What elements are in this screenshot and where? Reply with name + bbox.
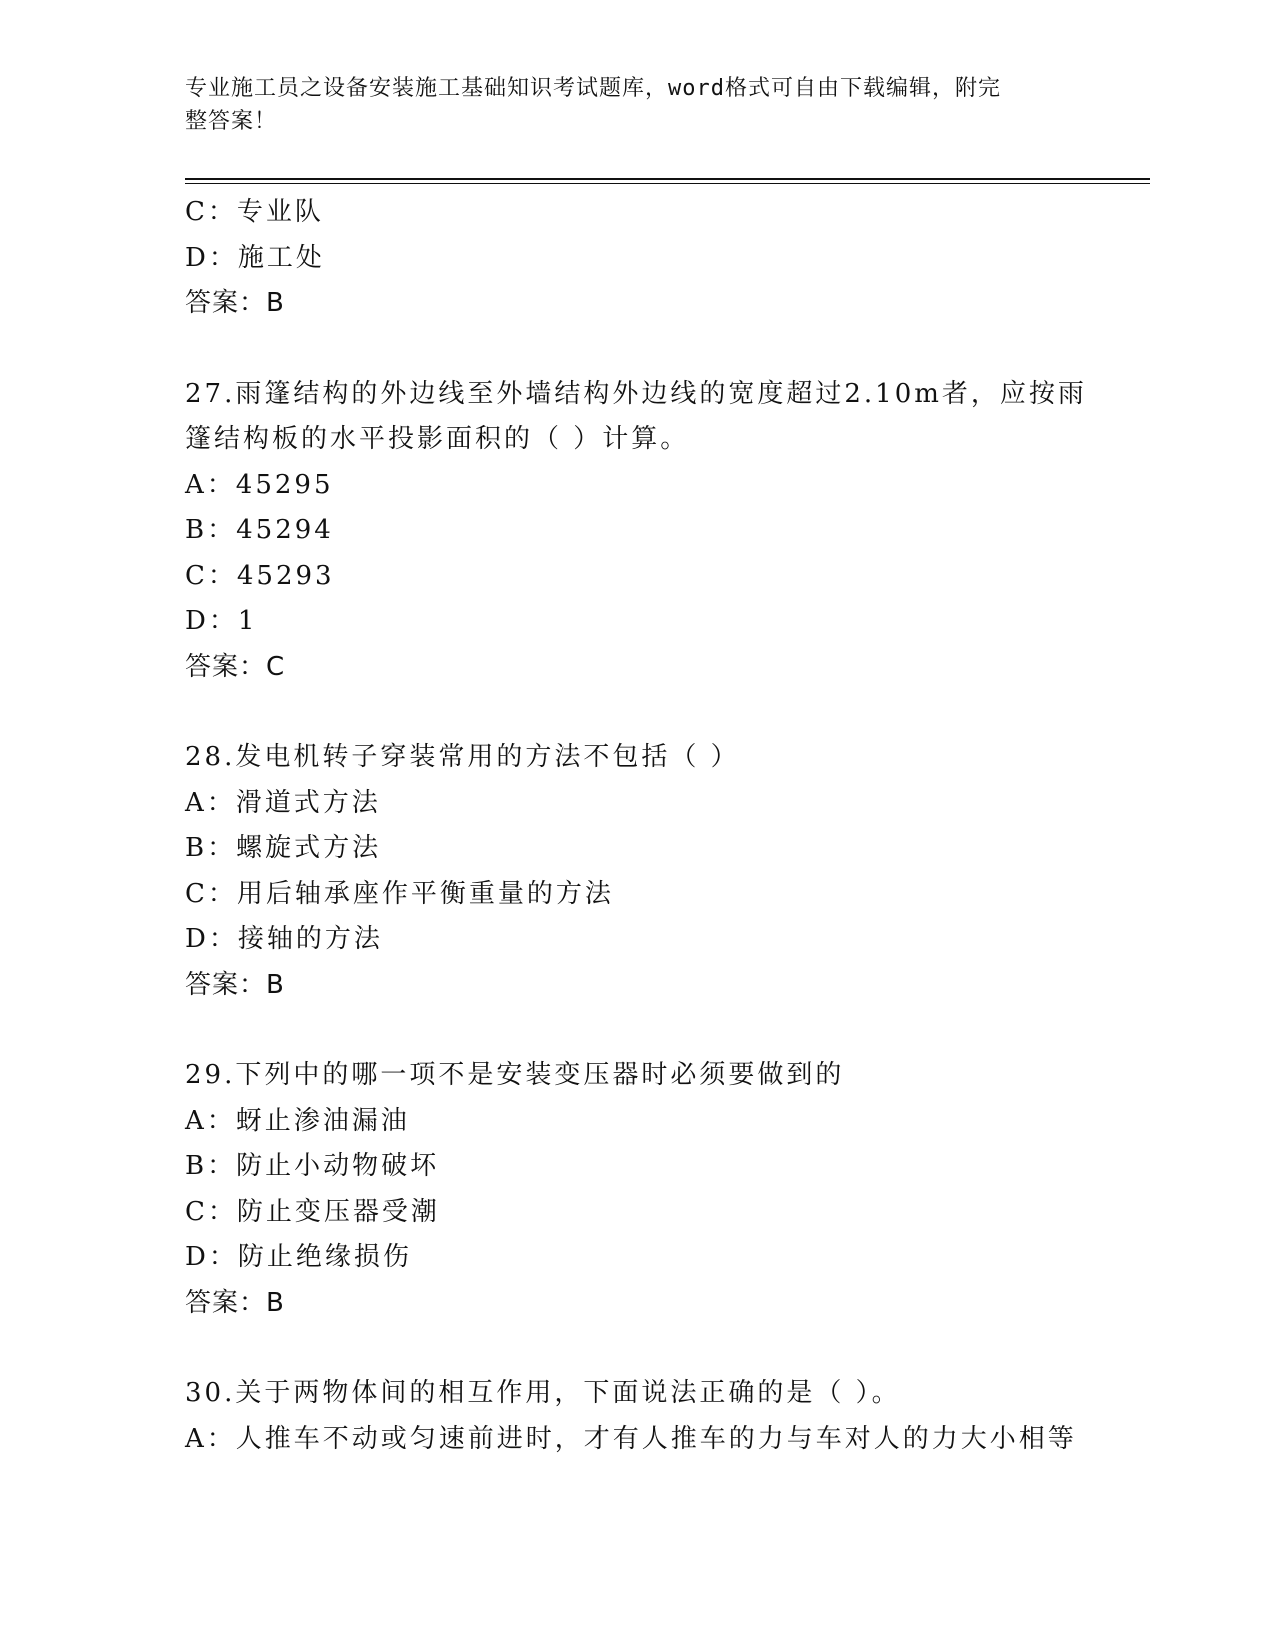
question-stem-line-1: 28.发电机转子穿装常用的方法不包括（ ） (185, 742, 740, 772)
option-d: D：防止绝缘损伤 (185, 1242, 412, 1272)
option-c: C：45293 (185, 560, 335, 591)
answer-line: 答案：B (185, 969, 285, 1000)
question-stem-line-1: 29.下列中的哪一项不是安装变压器时必须要做到的 (185, 1060, 845, 1090)
option-d: D：1 (185, 606, 258, 636)
spacer (185, 327, 1085, 372)
question-30 (185, 1371, 1085, 1462)
document-header (185, 72, 1075, 138)
answer-line: 答案：B (185, 288, 285, 318)
question-stem-line-1: 30.关于两物体间的相互作用，下面说法正确的是（ ）。 (185, 1378, 901, 1408)
question-28 (185, 735, 1085, 1008)
spacer (185, 1008, 1085, 1053)
option-b: B：45294 (185, 515, 334, 545)
option-d: D：施工处 (185, 242, 325, 273)
option-c: C：防止变压器受潮 (185, 1196, 440, 1227)
option-d: D：接轴的方法 (185, 924, 383, 954)
option-b: B：螺旋式方法 (185, 833, 382, 863)
option-a: A：滑道式方法 (185, 787, 381, 818)
option-a: A：蚜止渗油漏油 (185, 1105, 410, 1136)
question-list (185, 190, 1085, 1462)
question-26-continued (185, 190, 1085, 327)
question-27 (185, 372, 1085, 691)
option-c: C：专业队 (185, 197, 324, 227)
answer-line: 答案：C (185, 651, 286, 682)
option-c: C：用后轴承座作平衡重量的方法 (185, 878, 614, 909)
header-divider-thick (185, 178, 1150, 180)
question-stem-line-2: 篷结构板的水平投影面积的（ ）计算。 (185, 424, 690, 454)
header-title-line-2: 整答案！ (185, 109, 278, 134)
header-divider-thin (185, 183, 1150, 184)
question-29 (185, 1053, 1085, 1326)
spacer (185, 1326, 1085, 1371)
question-stem-line-1: 27.雨篷结构的外边线至外墙结构外边线的宽度超过2.10m者，应按雨 (185, 378, 1087, 409)
answer-line: 答案：B (185, 1287, 285, 1318)
option-a: A：人推车不动或匀速前进时，才有人推车的力与车对人的力大小相等 (185, 1423, 1077, 1454)
option-a: A：45295 (185, 469, 334, 500)
header-title-line-1: 专业施工员之设备安装施工基础知识考试题库，word格式可自由下载编辑，附完 (185, 76, 1001, 101)
spacer (185, 690, 1085, 735)
option-b: B：防止小动物破坏 (185, 1151, 440, 1181)
